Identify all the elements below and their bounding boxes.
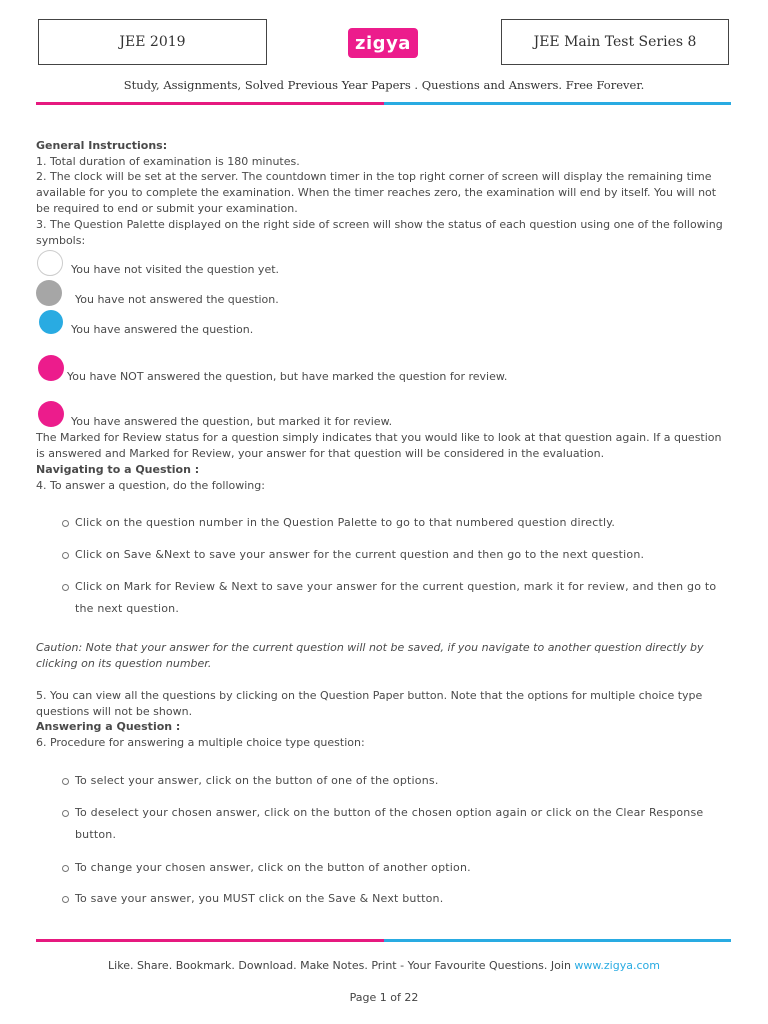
nav-bullet: Click on the question number in the Question Palette to go to that numbered question directly.: [62, 512, 732, 534]
footer: [0, 959, 768, 972]
instruction-5: 5. You can view all the questions by clicking on the Question Paper button. Note that the options for multiple choice type questions will not be shown.: [36, 689, 703, 718]
header-left-title: JEE 2019: [38, 19, 267, 65]
bullet-circle-icon: [62, 584, 69, 591]
nav-bullet: Click on Save &Next to save your answer for the current question and then go to the next question.: [62, 544, 732, 566]
answer-bullet: To select your answer, click on the button of one of the options.: [62, 770, 732, 792]
nav-bullet: Click on Mark for Review & Next to save your answer for the current question, mark it for review, and then go to the next question.: [62, 576, 732, 620]
review-note: The Marked for Review status for a question simply indicates that you would like to look at that question again. If a question is answered and Marked for Review, your answer for that question will be considered in the evaluation.: [36, 431, 722, 460]
navigating-heading: Navigating to a Question :: [36, 463, 200, 476]
instruction-1: 1. Total duration of examination is 180 minutes.: [36, 155, 300, 168]
instruction-2: 2. The clock will be set at the server. The countdown timer in the top right corner of screen will display the remaining time available for you to complete the examination. When the timer reaches zero, the examination will end by itself. You will not be required to end or submit your examination.: [36, 170, 717, 215]
answered-icon: [39, 310, 63, 334]
bullet-circle-icon: [62, 865, 69, 872]
symbol-label-not-answered: You have not answered the question.: [75, 293, 279, 306]
zigya-link[interactable]: www.zigya.com: [574, 959, 660, 972]
footer-text: Like. Share. Bookmark. Download. Make Notes. Print - Your Favourite Questions. Join: [108, 959, 575, 972]
answered-marked-review-icon: [38, 401, 64, 427]
symbol-label-not-visited: You have not visited the question yet.: [71, 263, 280, 276]
bullet-circle-icon: [62, 778, 69, 785]
symbol-label-answered-marked: You have answered the question, but marked it for review.: [71, 415, 393, 428]
answer-bullet: To deselect your chosen answer, click on the button of the chosen option again or click on the Clear Response button.: [62, 802, 732, 846]
page-number: Page 1 of 22: [349, 991, 419, 1004]
logo-text: zigya: [355, 32, 411, 54]
symbol-label-answered: You have answered the question.: [71, 323, 254, 336]
marked-for-review-icon: [38, 355, 64, 381]
caution-note: Caution: Note that your answer for the current question will not be saved, if you navigate to another question directly by clicking on its question number.: [36, 641, 704, 670]
answering-heading: Answering a Question :: [36, 720, 181, 733]
bullet-circle-icon: [62, 896, 69, 903]
general-instructions-heading: General Instructions:: [36, 139, 168, 152]
not-visited-icon: [37, 250, 63, 276]
answer-bullet: To save your answer, you MUST click on the Save & Next button.: [62, 888, 732, 910]
header-right-title: JEE Main Test Series 8: [501, 19, 729, 65]
top-divider: [36, 102, 731, 105]
tagline: Study, Assignments, Solved Previous Year Papers . Questions and Answers. Free Forever.: [123, 78, 645, 92]
zigya-logo: [348, 28, 418, 58]
answer-bullet: To change your chosen answer, click on the button of another option.: [62, 857, 732, 879]
not-answered-icon: [36, 280, 62, 306]
instruction-6: 6. Procedure for answering a multiple choice type question:: [36, 736, 365, 749]
bullet-circle-icon: [62, 520, 69, 527]
bullet-circle-icon: [62, 552, 69, 559]
bullet-circle-icon: [62, 810, 69, 817]
bottom-divider: [36, 939, 731, 942]
instruction-4: 4. To answer a question, do the following:: [36, 479, 265, 492]
symbol-label-marked-review: You have NOT answered the question, but have marked the question for review.: [67, 370, 508, 383]
instruction-3: 3. The Question Palette displayed on the right side of screen will show the status of each question using one of the following symbols:: [36, 218, 723, 247]
